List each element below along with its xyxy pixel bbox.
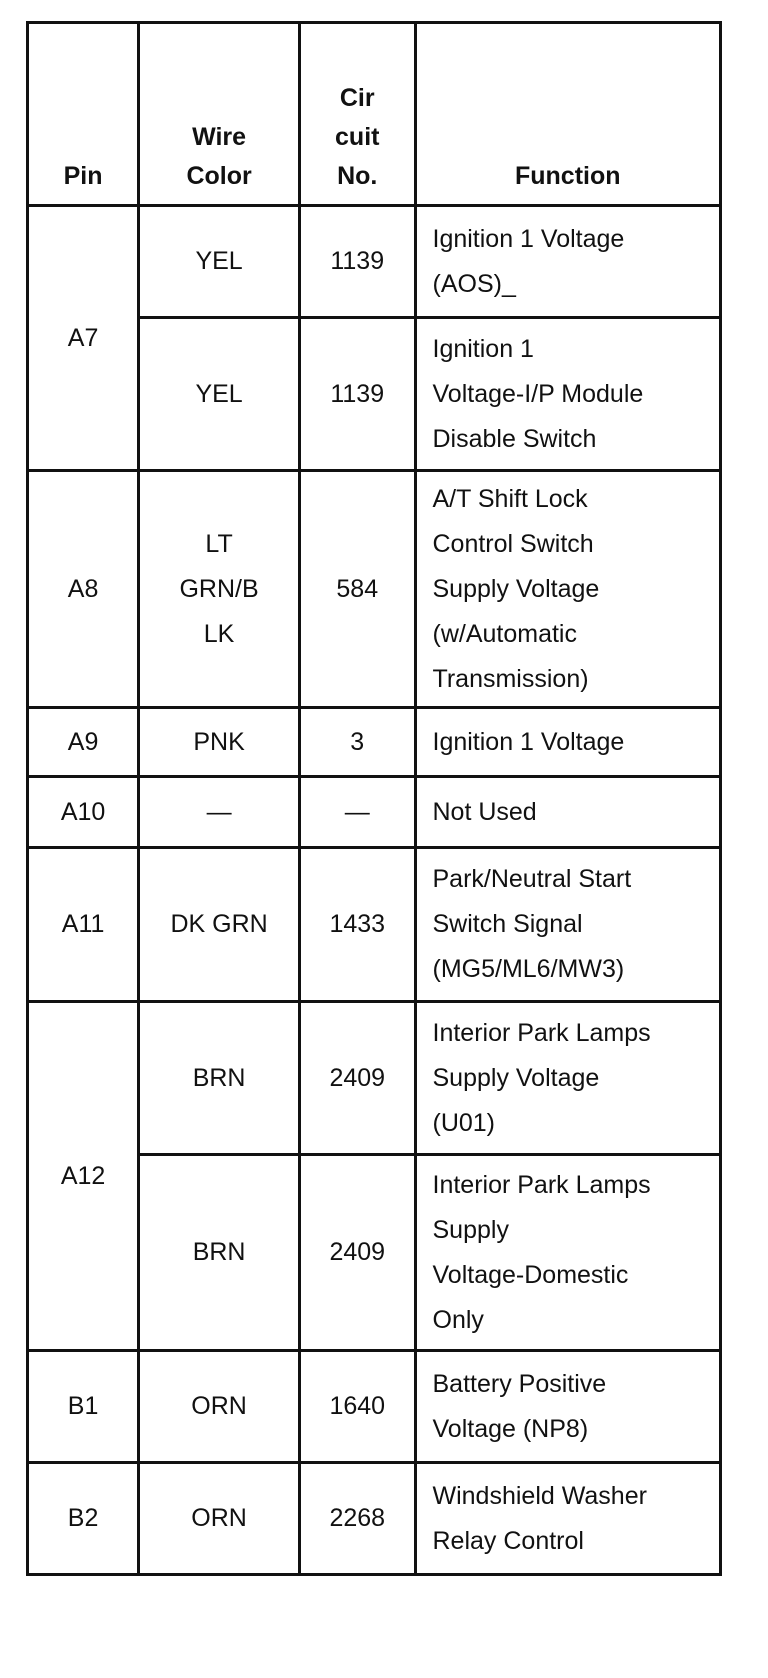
table-row xyxy=(28,848,721,1002)
function-cell: Ignition 1 Voltage-I/P Module Disable Switch xyxy=(415,318,721,471)
wire-color-cell: — xyxy=(139,777,300,848)
pin-cell: A10 xyxy=(28,777,139,848)
table-row xyxy=(28,206,721,318)
table-row xyxy=(28,1351,721,1463)
header-row xyxy=(28,23,721,206)
wire-color-cell: ORN xyxy=(139,1463,300,1575)
wire-color-cell: ORN xyxy=(139,1351,300,1463)
circuit-cell: 2268 xyxy=(300,1463,416,1575)
function-cell: Windshield Washer Relay Control xyxy=(415,1463,721,1575)
function-cell: Not Used xyxy=(415,777,721,848)
header-function: Function xyxy=(415,23,721,206)
wire-color-cell: BRN xyxy=(139,1002,300,1155)
function-cell: Battery Positive Voltage (NP8) xyxy=(415,1351,721,1463)
function-cell: Park/Neutral Start Switch Signal (MG5/ML6/MW3) xyxy=(415,848,721,1002)
circuit-cell: 1139 xyxy=(300,206,416,318)
circuit-cell: 1139 xyxy=(300,318,416,471)
function-cell: Ignition 1 Voltage (AOS)_ xyxy=(415,206,721,318)
wire-color-cell: LT GRN/B LK xyxy=(139,471,300,708)
circuit-cell: — xyxy=(300,777,416,848)
header-pin: Pin xyxy=(28,23,139,206)
pin-cell: A12 xyxy=(28,1002,139,1351)
wire-color-cell: PNK xyxy=(139,708,300,777)
table-row xyxy=(28,1002,721,1155)
pin-cell: B2 xyxy=(28,1463,139,1575)
circuit-cell: 3 xyxy=(300,708,416,777)
table-row xyxy=(28,777,721,848)
function-cell: Interior Park Lamps Supply Voltage (U01) xyxy=(415,1002,721,1155)
connector-pinout-table xyxy=(26,21,722,1576)
wire-color-cell: DK GRN xyxy=(139,848,300,1002)
pin-cell: A11 xyxy=(28,848,139,1002)
table-row xyxy=(28,471,721,708)
wire-color-cell: YEL xyxy=(139,206,300,318)
circuit-cell: 1433 xyxy=(300,848,416,1002)
circuit-cell: 584 xyxy=(300,471,416,708)
circuit-cell: 1640 xyxy=(300,1351,416,1463)
table-row xyxy=(28,708,721,777)
circuit-cell: 2409 xyxy=(300,1155,416,1351)
wire-color-cell: BRN xyxy=(139,1155,300,1351)
pin-cell: A9 xyxy=(28,708,139,777)
header-circuit-no: Cir cuit No. xyxy=(300,23,416,206)
pin-cell: A7 xyxy=(28,206,139,471)
function-cell: Ignition 1 Voltage xyxy=(415,708,721,777)
pin-cell: A8 xyxy=(28,471,139,708)
table-row xyxy=(28,1463,721,1575)
pin-cell: B1 xyxy=(28,1351,139,1463)
function-cell: A/T Shift Lock Control Switch Supply Voltage (w/Automatic Transmission) xyxy=(415,471,721,708)
function-cell: Interior Park Lamps Supply Voltage-Domestic Only xyxy=(415,1155,721,1351)
circuit-cell: 2409 xyxy=(300,1002,416,1155)
wire-color-cell: YEL xyxy=(139,318,300,471)
header-wire-color: Wire Color xyxy=(139,23,300,206)
